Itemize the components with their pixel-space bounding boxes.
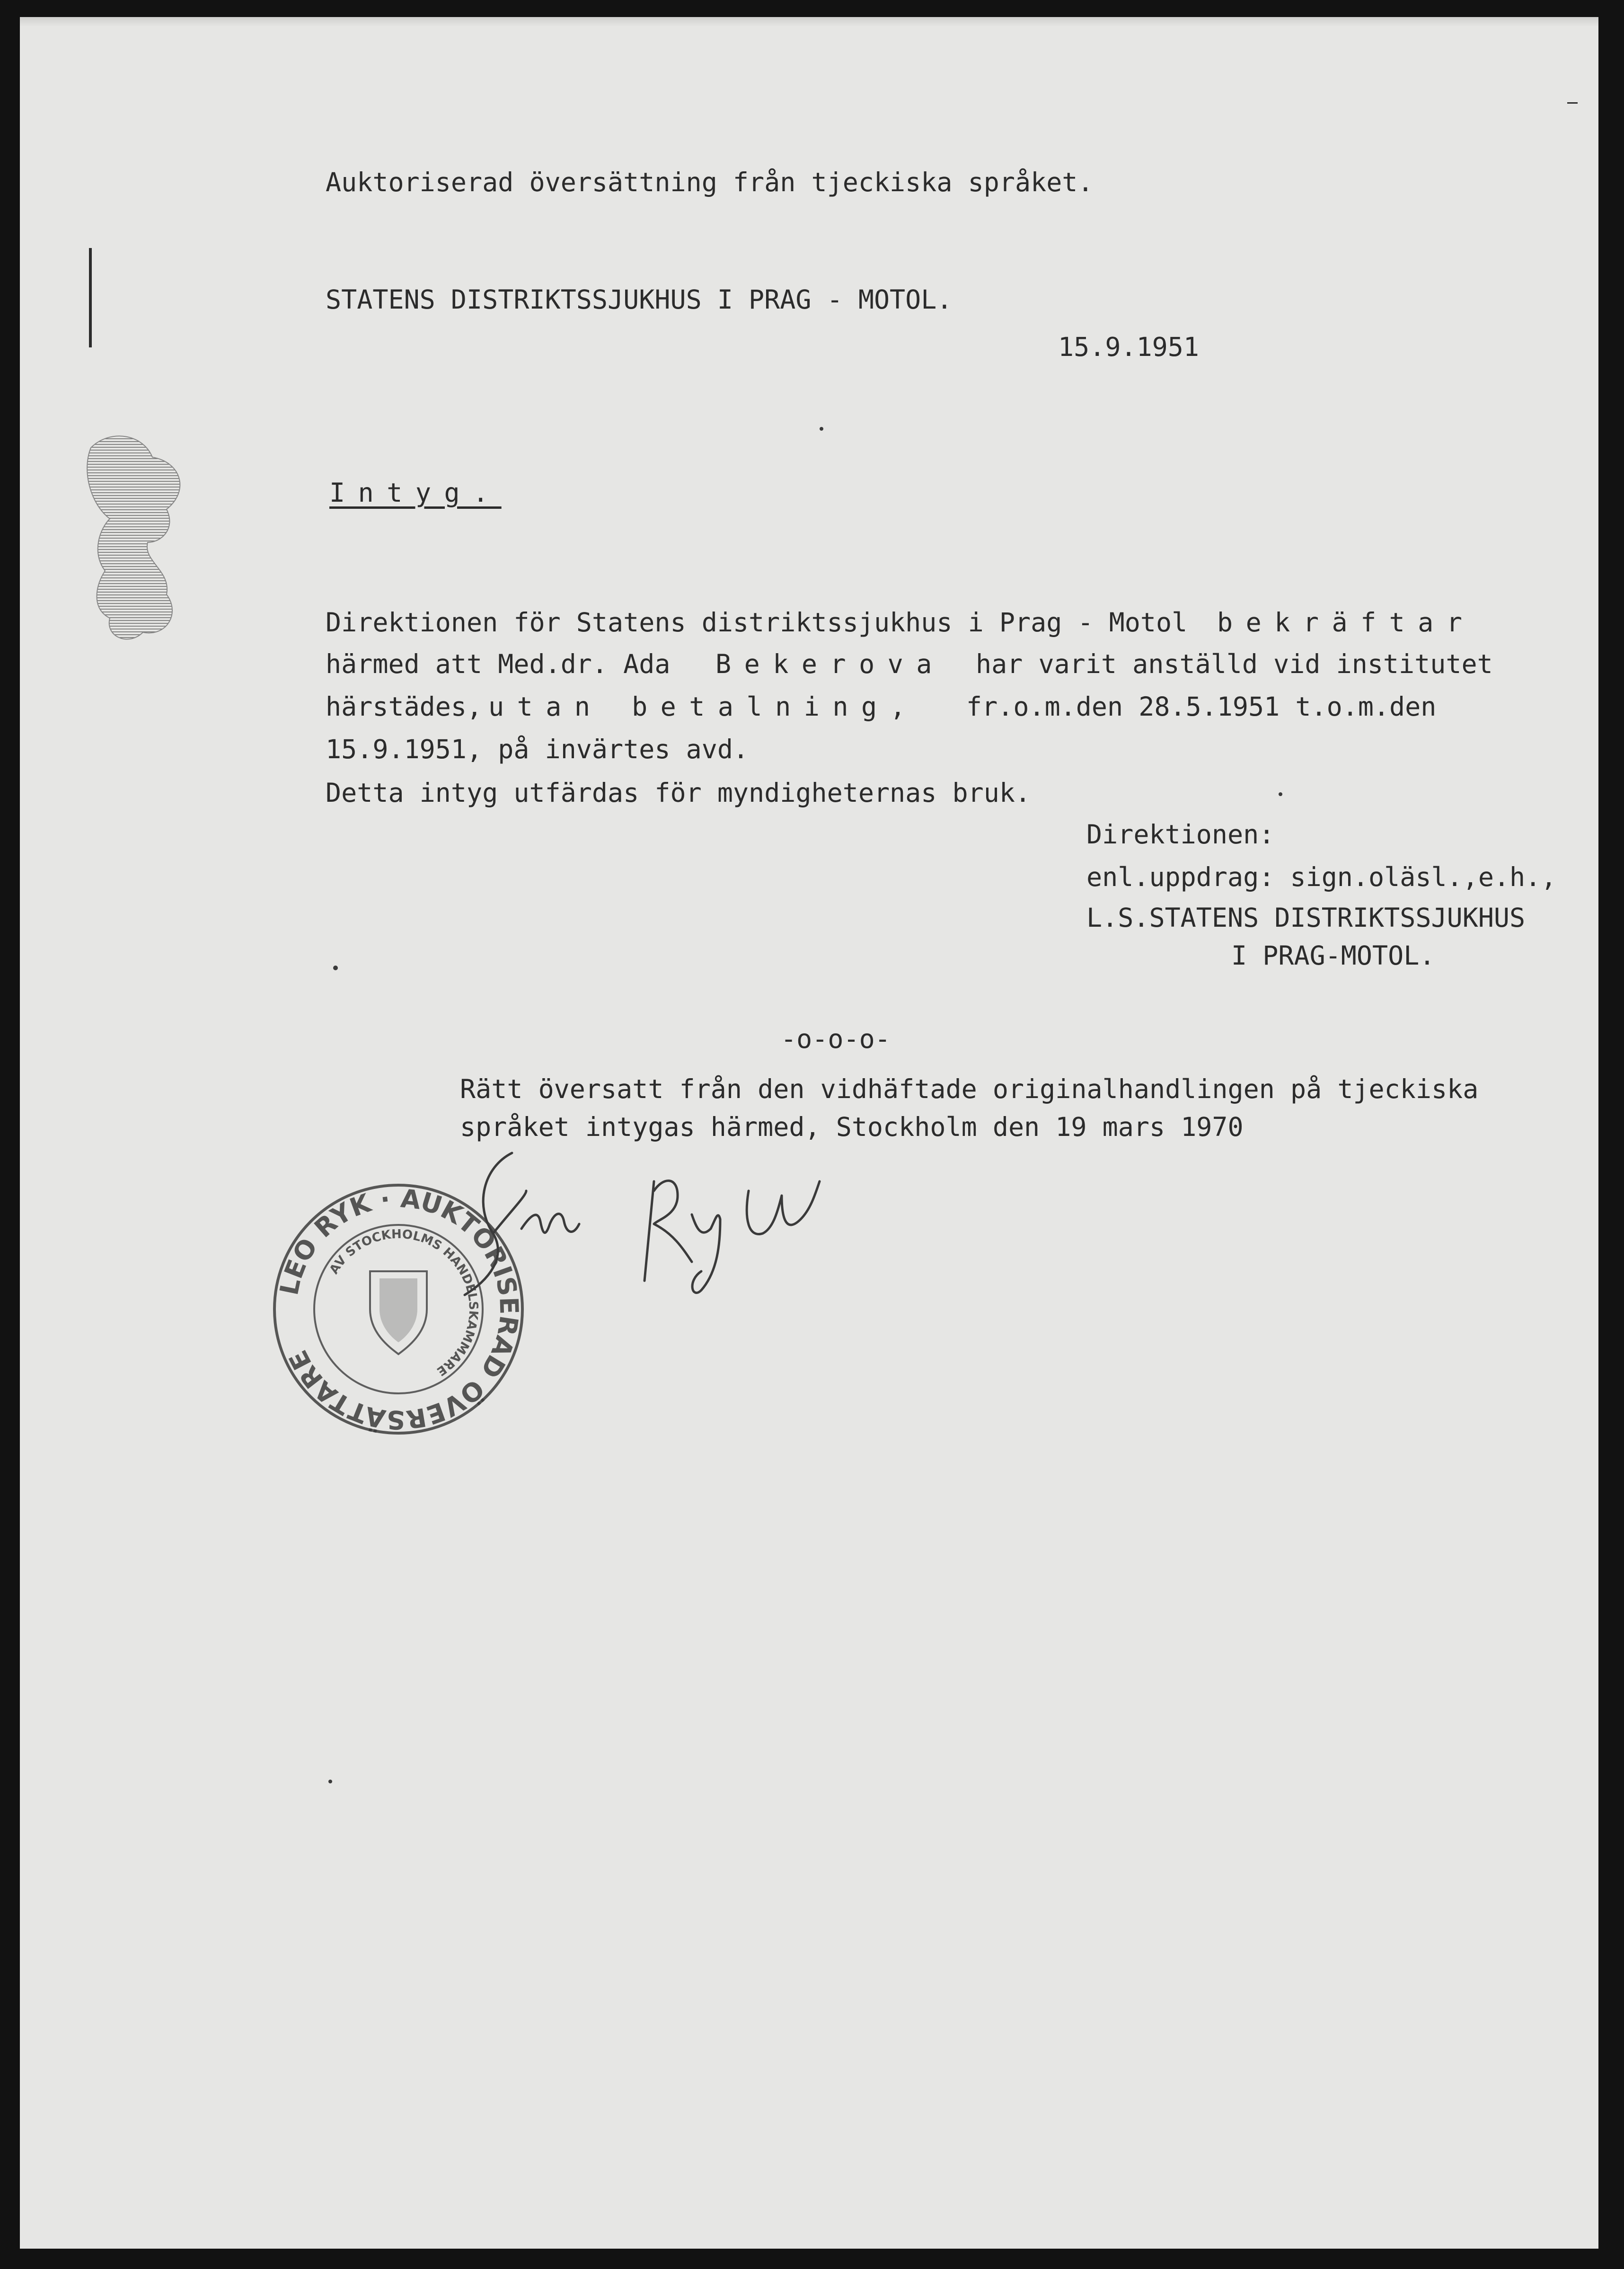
ink-speck (328, 1780, 332, 1783)
body-line-5: Detta intyg utfärdas för myndigheternas bruk. (326, 778, 1031, 808)
seal-inner-text: AV STOCKHOLMS HANDELSKAMMARE (327, 1227, 481, 1379)
notary-seal-icon (266, 1177, 531, 1442)
ink-speck (820, 427, 823, 431)
body-line-4: 15.9.1951, på invärtes avd. (326, 734, 749, 764)
corner-mark (1567, 102, 1578, 104)
certification-line-2: språket intygas härmed, Stockholm den 19 mars 1970 (460, 1112, 1244, 1142)
ink-speck (1279, 792, 1282, 796)
body-line-3b: fr.o.m.den 28.5.1951 t.o.m.den (966, 691, 1437, 722)
smudge-mark-icon (72, 429, 195, 647)
body-line-3a: härstädes, (326, 691, 483, 722)
certification-line-1: Rätt översatt från den vidhäftade originalhandlingen på tjeckiska (460, 1074, 1479, 1104)
signature-line-2: enl.uppdrag: sign.oläsl.,e.h., (1086, 862, 1557, 892)
ink-speck (333, 966, 338, 970)
body-line-1b: bekräftar (1217, 607, 1475, 638)
signature-line-3: L.S.STATENS DISTRIKTSSJUKHUS (1086, 903, 1526, 933)
translation-header-note: Auktoriserad översättning från tjeckiska språket. (326, 167, 1094, 197)
body-line-3-spaced: utan betalning, (488, 691, 919, 722)
seal-outer-text: LEO RYK · AUKTORISERAD ÖVERSÄTTARE (274, 1183, 524, 1435)
body-line-2b: har varit anställd vid institutet (976, 649, 1493, 679)
signature-line-4: I PRAG-MOTOL. (1231, 940, 1435, 971)
signature-line-1: Direktionen: (1086, 819, 1275, 850)
document-page (20, 17, 1598, 2249)
document-title: Intyg. (329, 478, 502, 508)
section-separator: -o-o-o- (781, 1024, 891, 1054)
document-date: 15.9.1951 (1058, 332, 1200, 362)
institution-name: STATENS DISTRIKTSSJUKHUS I PRAG - MOTOL. (326, 284, 953, 315)
body-line-1a: Direktionen för Statens distriktssjukhus i Prag - Motol (326, 607, 1188, 638)
margin-bar (89, 248, 92, 347)
employee-name: Bekerova (715, 649, 945, 679)
body-line-2a: härmed att Med.dr. Ada (326, 649, 671, 679)
page-top-shadow (20, 17, 1598, 27)
